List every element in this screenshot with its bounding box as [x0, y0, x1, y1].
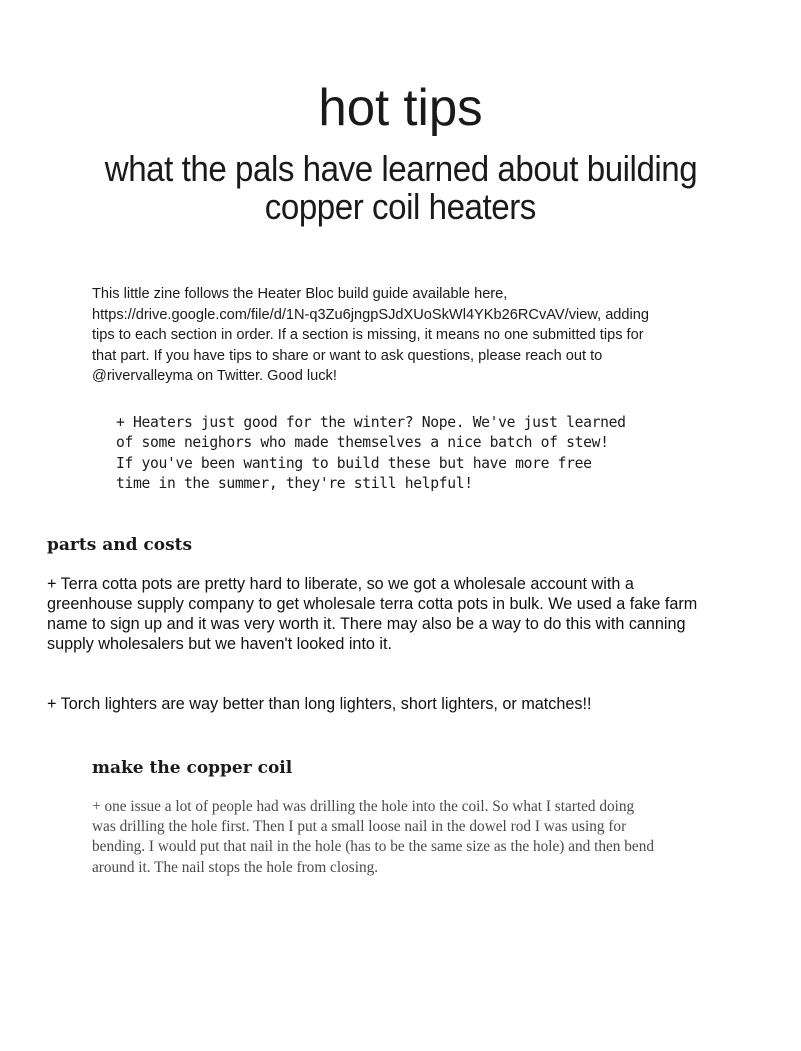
- tip-line: name to sign up and it was very worth it. There may also be a way to do this with canning: [47, 615, 686, 633]
- intro-link-line: https://drive.google.com/file/d/1N-q3Zu6jngpSJdXUoSkWl4YKb26RCvAV/view, adding: [92, 306, 650, 323]
- tip-line: + one issue a lot of people had was drilling the hole into the coil. So what I started doing: [92, 798, 635, 815]
- summer-note-line: of some neighors who made themselves a nice batch of stew!: [116, 434, 609, 452]
- subtitle-line-text: what the pals have learned about building: [104, 148, 697, 189]
- tip-line: greenhouse supply company to get wholesale terra cotta pots in bulk. We used a fake farm: [47, 595, 698, 613]
- tip-line: + Torch lighters are way better than long lighters, short lighters, or matches!!: [47, 695, 592, 713]
- tip-line: + Terra cotta pots are pretty hard to liberate, so we got a wholesale account with a: [47, 575, 634, 593]
- tip-line: around it. The nail stops the hole from closing.: [92, 858, 379, 876]
- intro-line: This little zine follows the Heater Bloc build guide available here,: [92, 286, 508, 302]
- make-copper-coil-heading: make the copper coil: [92, 758, 293, 778]
- summer-note-line: If you've been wanting to build these but have more free: [116, 454, 592, 472]
- page-title: hot tips: [318, 79, 483, 137]
- intro-line: tips to each section in order. If a section is missing, it means no one submitted tips for: [92, 327, 644, 343]
- summer-note-line: time in the summer, they're still helpful!: [116, 475, 473, 493]
- copper-coil-tip: [92, 797, 732, 878]
- tip-line: bending. I would put that nail in the hole (has to be the same size as the hole) and then bend: [92, 838, 655, 856]
- tip-line: supply wholesalers but we haven't looked into it.: [47, 635, 393, 653]
- summer-note: [116, 413, 756, 495]
- parts-and-costs-heading: parts and costs: [47, 535, 193, 555]
- intro-line: @rivervalleyma on Twitter. Good luck!: [92, 368, 337, 384]
- terra-cotta-tip: [47, 574, 767, 654]
- subtitle-line: [0, 188, 801, 226]
- subtitle-line-text: copper coil heaters: [264, 186, 537, 227]
- page-subtitle: [0, 150, 801, 226]
- subtitle-line: [0, 150, 801, 188]
- intro-paragraph: [92, 284, 732, 387]
- torch-lighter-tip: [47, 694, 767, 714]
- tip-line: was drilling the hole first. Then I put a small loose nail in the dowel rod I was using for: [92, 818, 627, 836]
- summer-note-line: + Heaters just good for the winter? Nope. We've just learned: [116, 414, 626, 431]
- intro-line: that part. If you have tips to share or want to ask questions, please reach out to: [92, 347, 603, 364]
